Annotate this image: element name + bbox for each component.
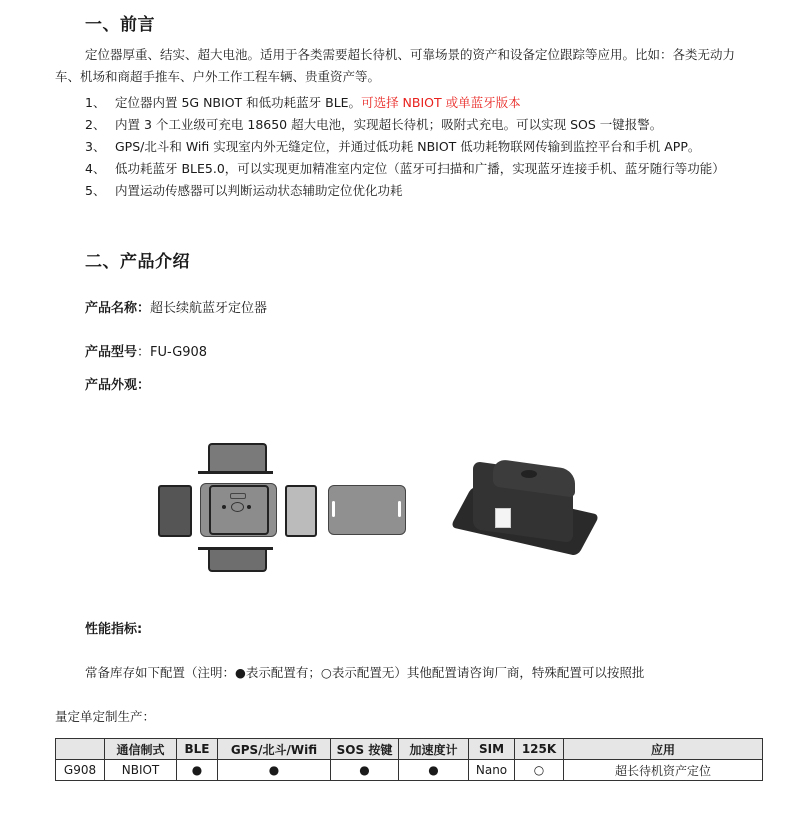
product-name-row (85, 297, 267, 316)
spec-table (55, 738, 763, 781)
config-note-line2: 量定单定制生产： (55, 709, 156, 724)
highlight-text: 可选择 NBIOT 或单蓝牙版本 (361, 95, 521, 110)
header-cell: 通信制式 (105, 739, 177, 760)
feature-item-2: 2、 内置 3 个工业级可充电 18650 超大电池，实现超长待机；吸附式充电。可以实现 SOS 一键报警。 (85, 117, 663, 132)
header-cell (56, 739, 105, 760)
side-view-right (285, 485, 317, 537)
table-cell: ● (331, 760, 399, 781)
product-model-value: FU-G908 (150, 345, 208, 360)
table-row (56, 760, 763, 781)
product-appearance-label: 产品外观： (85, 378, 151, 393)
exploded-view-drawing (158, 440, 408, 570)
table-cell: G908 (56, 760, 105, 781)
feature-item-4: 4、 低功耗蓝牙 BLE5.0，可以实现更加精准室内定位（蓝牙可扫描和广播，实现蓝牙连接手机、蓝牙随行等功能） (85, 161, 725, 176)
bottom-view (328, 485, 406, 535)
feature-item-3: 3、 GPS/北斗和 Wifi 实现室内外无缝定位，并通过低功耗 NBIOT 低功耗物联网传输到监控平台和手机 APP。 (85, 139, 701, 154)
hole-left (222, 505, 226, 509)
slot-left (332, 501, 335, 517)
qr-label (495, 508, 511, 528)
side-view-left (158, 485, 192, 537)
table-cell: ● (399, 760, 469, 781)
header-cell: 加速度计 (399, 739, 469, 760)
header-cell: GPS/北斗/Wifi (218, 739, 331, 760)
side-view-top-flange (198, 471, 273, 474)
device-button (521, 470, 537, 478)
table-cell: Nano (469, 760, 515, 781)
config-note-line1: 常备库存如下配置（注明：●表示配置有；○表示配置无）其他配置请咨询厂商，特殊配置可以按照批 (85, 665, 645, 680)
button-oval (231, 502, 244, 512)
product-name-value: 超长续航蓝牙定位器 (150, 301, 268, 316)
device-photo (455, 460, 600, 555)
header-cell: BLE (177, 739, 218, 760)
header-cell: SOS 按键 (331, 739, 399, 760)
intro-paragraph-line1: 定位器厚重、结实、超大电池。适用于各类需要超长待机、可靠场景的资产和设备定位跟踪等应用。比如：各类无动力 (85, 47, 736, 62)
product-model-label: 产品型号 (85, 345, 138, 360)
side-view-bottom (208, 550, 267, 572)
hole-right (247, 505, 251, 509)
performance-heading: 性能指标: (85, 622, 143, 637)
product-name-label: 产品名称： (85, 301, 151, 316)
section-heading-preface: 一、前言 (85, 15, 155, 35)
table-header-row (56, 739, 763, 760)
table-cell: ○ (515, 760, 564, 781)
side-view-top (208, 443, 267, 473)
header-cell: SIM (469, 739, 515, 760)
header-cell: 125K (515, 739, 564, 760)
section-heading-product-intro: 二、产品介绍 (85, 252, 190, 272)
feature-item-5: 5、 内置运动传感器可以判断运动状态辅助定位优化功耗 (85, 183, 403, 198)
table-cell: ● (218, 760, 331, 781)
product-model-row: 产品型号：FU-G908 (85, 345, 208, 360)
feature-item-1: 1、 定位器内置 5G NBIOT 和低功耗蓝牙 BLE。可选择 NBIOT 或单蓝牙版本 (85, 95, 521, 110)
intro-paragraph-line2: 车、机场和商超手推车、户外工作工程车辆、贵重资产等。 (55, 69, 381, 84)
header-cell: 应用 (564, 739, 763, 760)
led-window (230, 493, 246, 499)
slot-right (398, 501, 401, 517)
table-cell: 超长待机资产定位 (564, 760, 763, 781)
table-cell: ● (177, 760, 218, 781)
table-cell: NBIOT (105, 760, 177, 781)
